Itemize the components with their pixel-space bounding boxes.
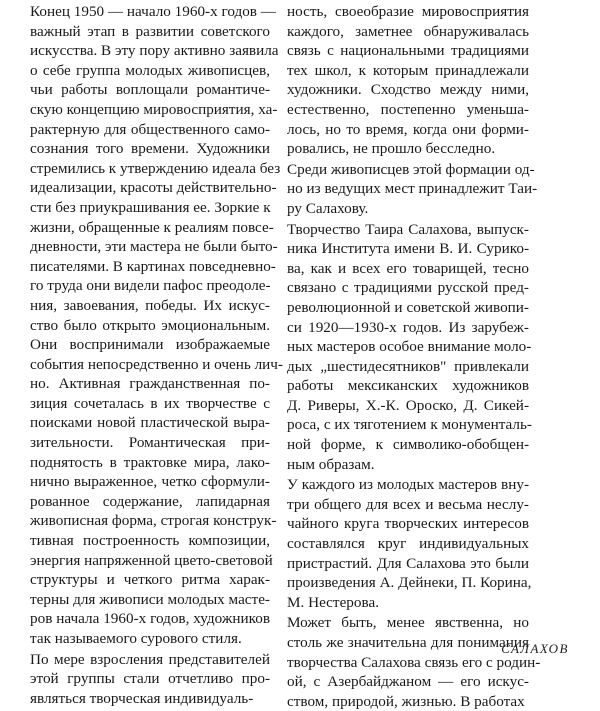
text-line: рованное содержание, лапидарная [30, 492, 270, 510]
text-line: зительности. Романтическая при- [30, 434, 270, 452]
text-line: чайного круга творческих интересов [287, 515, 529, 533]
text-line: ров начала 1960-х годов, художников [30, 610, 270, 628]
text-line: жизни, обращенные к реалиям повсе- [30, 218, 274, 236]
text-line: писателями. В картинах повседневно- [30, 257, 276, 275]
text-line: чьи работы воплощали романтиче- [30, 81, 270, 99]
text-line: каждого, заметнее обнаруживалась [287, 22, 529, 40]
text-line: события непосредственно и очень лич- [30, 355, 283, 373]
text-line: составлялся круг индивидуальных [287, 535, 529, 553]
text-line: У каждого из молодых мастеров вну- [287, 476, 529, 494]
text-line: структуры и четкого ритма харак- [30, 571, 270, 589]
text-line: творчества Салахова связь его с родин- [287, 653, 541, 671]
text-line: сти без приукрашивания ее. Зоркие к [30, 198, 271, 216]
text-line: ва, как и всех его товарищей, тесно [287, 259, 529, 277]
text-line: го труда они видели пафос преодоле- [30, 277, 271, 295]
text-line: ным образам. [287, 455, 375, 473]
text-line: ность, своеобразие мировосприятия [287, 3, 529, 20]
paragraph [30, 650, 270, 709]
text-line: естественно, постепенно уменьша- [287, 100, 529, 118]
text-line: ство было открыто эмоциональным. [30, 316, 270, 334]
paragraph [287, 613, 541, 711]
text-line: о себе группа молодых живописцев, [30, 61, 270, 79]
text-line: произведения А. Дейнеки, П. Корина, [287, 574, 532, 592]
paragraph [287, 160, 538, 219]
text-line: Среди живописцев этой формации од- [287, 160, 535, 178]
text-line: зиция сочеталась в их творчестве с [30, 394, 270, 412]
text-line: По мере взросления представителей [30, 650, 270, 668]
text-line: поднятость в трактовке мира, лако- [30, 453, 270, 471]
text-line: ния, завоевания, победы. Их искус- [30, 296, 270, 314]
text-line: М. Нестерова. [287, 593, 380, 611]
text-line: но из ведущих мест принадлежит Таи- [287, 180, 538, 198]
text-line: ника Института имени В. И. Сурико- [287, 240, 529, 258]
text-line: Может быть, менее явственна, но [287, 614, 529, 632]
text-line: идеализации, красоты действительно- [30, 179, 277, 197]
text-line: терны для живописи молодых масте- [30, 590, 270, 608]
text-column-right [287, 2, 541, 711]
text-line: работы мексиканских художников [287, 377, 529, 395]
text-line: столь же значительна для понимания [287, 634, 529, 651]
text-line: лось, но то время, когда они форми- [287, 120, 529, 138]
text-line: ством, природой, жизнью. В работах [287, 692, 525, 710]
text-line: стремились к утверждению идеала без [30, 159, 281, 177]
text-line: скую концепцию мировосприятия, ха- [30, 100, 278, 118]
text-line: ру Салахову. [287, 199, 369, 217]
text-line: тех школ, к которым принадлежали [287, 61, 529, 79]
text-line: дых „шестидесятников" привлекали [287, 357, 529, 375]
text-line: но. Активная гражданственная по- [30, 375, 270, 393]
text-line: тивная построенность композиции, [30, 532, 270, 550]
text-line: дневности, эти мастера не были быто- [30, 238, 278, 256]
text-line: ой, с Азербайджаном — его искус- [287, 673, 529, 691]
text-line: ных мастеров особое внимание моло- [287, 338, 532, 356]
text-line: Они воспринимали изображаемые [30, 336, 270, 354]
text-line: связь с национальными традициями [287, 42, 529, 60]
text-line: нично выраженное, четко сформули- [30, 473, 270, 491]
text-line: художники. Сходство между ними, [287, 81, 529, 99]
text-line: этой группы стали отчетливо про- [30, 670, 270, 688]
paragraph [30, 2, 283, 649]
text-line: революционной и советской живопи- [287, 298, 529, 316]
text-line: роса, с их тяготением к монументаль- [287, 416, 532, 434]
text-line: поисками новой пластической выра- [30, 414, 270, 432]
text-line: являться творческая индивидуаль- [30, 689, 254, 707]
text-line: Конец 1950 — начало 1960-х годов — [30, 3, 276, 20]
text-line: Творчество Таира Салахова, выпуск- [287, 220, 529, 238]
paragraph [287, 220, 532, 475]
text-line: ной форме, к символико-обобщен- [287, 436, 529, 454]
paragraph [287, 2, 529, 159]
text-line: искусства. В эту пору активно заявила [30, 42, 279, 60]
text-line: энергия напряженной цвето-световой [30, 551, 273, 569]
text-line: рактерную для общественного само- [30, 120, 270, 138]
text-line: связано с традициями русской пред- [287, 279, 529, 297]
text-line: си 1920—1930-х годов. Из зарубеж- [287, 318, 529, 336]
text-column-left [30, 2, 283, 708]
running-title: САЛАХОВ [501, 641, 569, 656]
text-line: ровались, не прошло бесследно. [287, 140, 496, 158]
paragraph [287, 475, 532, 612]
text-line: три общего для всех и весьма неслу- [287, 495, 529, 513]
text-line: пристрастий. Для Салахова это были [287, 554, 529, 572]
text-line: живописная форма, строгая конструк- [30, 512, 277, 530]
text-line: сознания того времени. Художники [30, 140, 270, 158]
text-line: Д. Риверы, Х.-К. Ороско, Д. Сикей- [287, 396, 529, 414]
text-line: так называемого сурового стиля. [30, 630, 242, 647]
text-line: важный этап в развитии советского [30, 22, 270, 40]
